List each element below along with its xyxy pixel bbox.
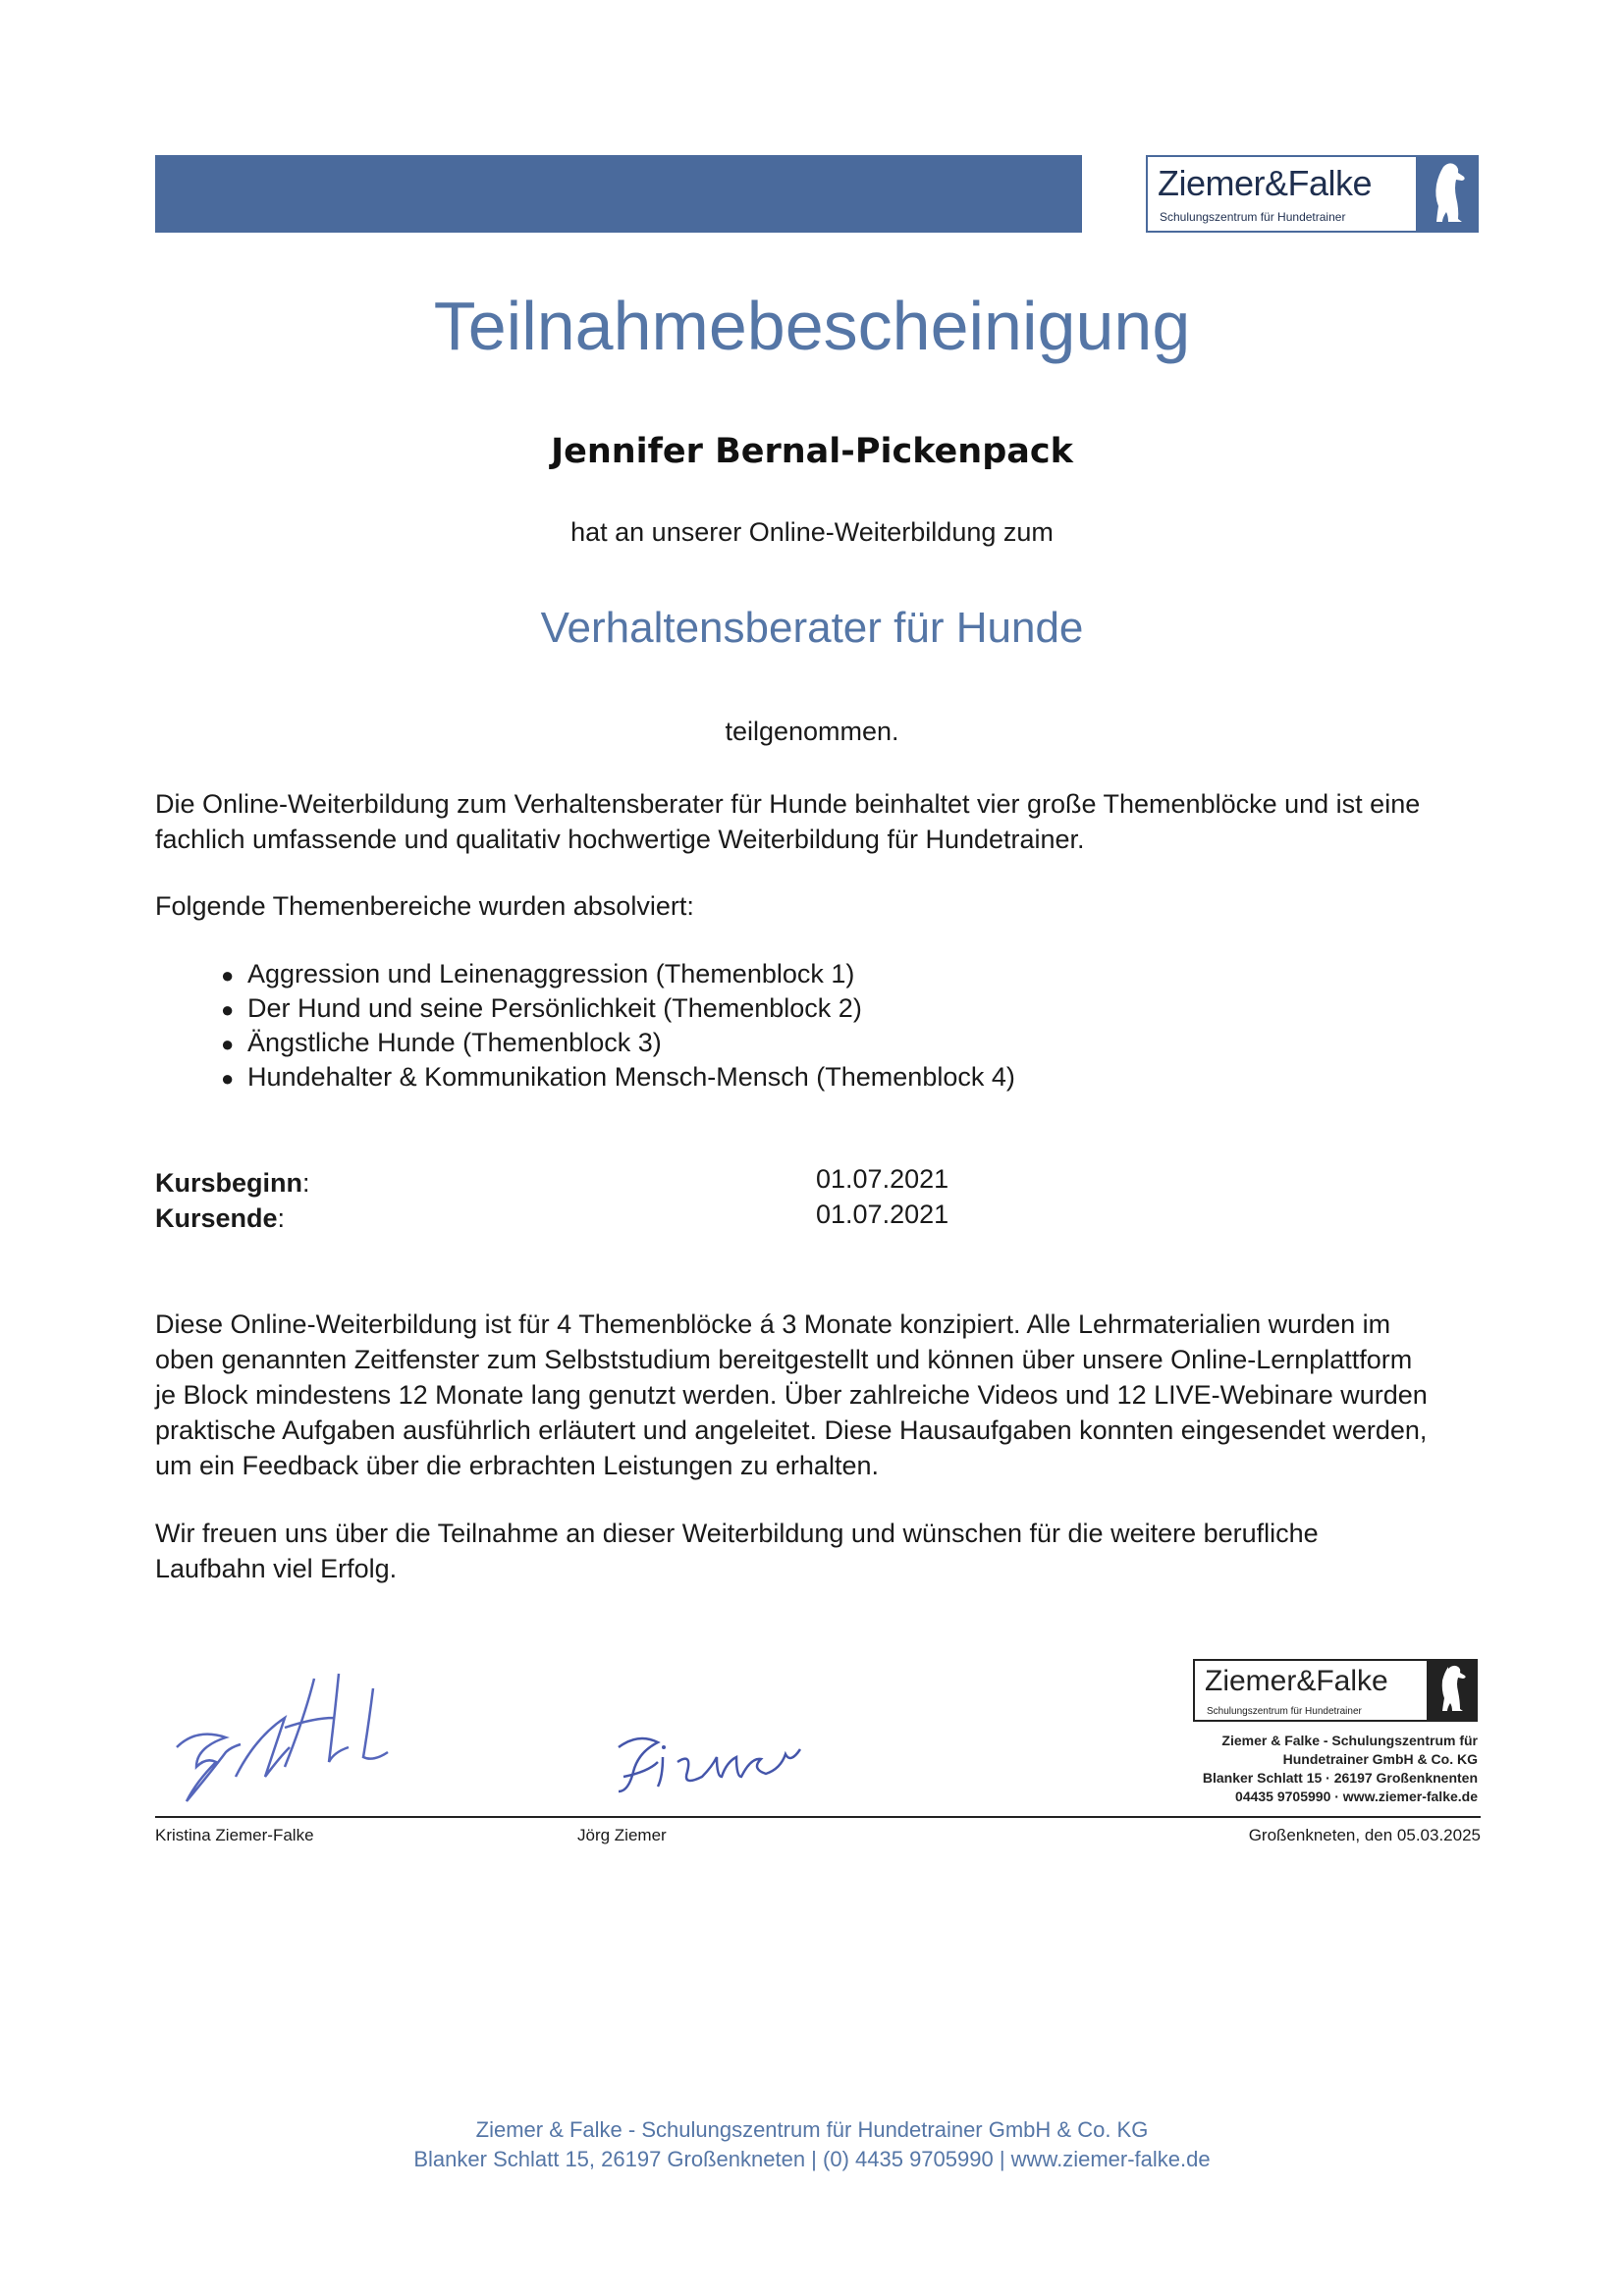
- logo-name: Ziemer&Falke: [1158, 163, 1373, 203]
- stamp-subtitle: Schulungszentrum für Hundetrainer: [1207, 1706, 1362, 1717]
- course-start-value: 01.07.2021: [816, 1164, 949, 1194]
- bullet-icon: ●: [221, 997, 235, 1022]
- paragraph-line: fachlich umfassende und qualitativ hochwertige Weiterbildung für Hundetrainer.: [155, 825, 1085, 854]
- signature-kristina: [167, 1659, 442, 1806]
- course-end-label: Kursende: [155, 1203, 278, 1233]
- participant-name: Jennifer Bernal-Pickenpack: [551, 432, 1073, 471]
- logo-subtitle: Schulungszentrum für Hundetrainer: [1160, 210, 1346, 224]
- bullet-icon: ●: [221, 1032, 235, 1056]
- footer-company: Ziemer & Falke - Schulungszentrum für Hundetrainer GmbH & Co. KG: [475, 2117, 1149, 2142]
- signature-joerg: [609, 1708, 815, 1806]
- stamp-address: Ziemer & Falke - Schulungszentrum für Hundetrainer GmbH & Co. KG Blanker Schlatt 15 · 26197 Großenknenten 04435 9705990 · www.ziemer-falke.de: [1202, 1733, 1478, 1804]
- intro-text: hat an unserer Online-Weiterbildung zum: [570, 517, 1054, 547]
- paragraph-line: Diese Online-Weiterbildung ist für 4 Themenblöcke á 3 Monate konzipiert. Alle Lehrmaterialien wurden im: [155, 1309, 1391, 1339]
- course-start-label: Kursbeginn: [155, 1168, 303, 1198]
- course-start-row: Kursbeginn: 01.07.2021: [155, 1165, 1039, 1201]
- details-paragraph: [155, 1307, 1481, 1483]
- signature-line: [155, 1816, 1481, 1818]
- signer1-name: Kristina Ziemer-Falke: [155, 1826, 314, 1844]
- stamp-name: Ziemer&Falke: [1205, 1665, 1388, 1697]
- topics-list: [216, 957, 1394, 1095]
- footer-address: Blanker Schlatt 15, 26197 Großenkneten | (0) 4435 9705990 | www.ziemer-falke.de: [413, 2147, 1211, 2171]
- paragraph-line: oben genannten Zeitfenster zum Selbststudium bereitgestellt und können über unsere Online-Lernplattform: [155, 1345, 1413, 1374]
- header-bar: [155, 155, 1082, 233]
- company-stamp: [1193, 1659, 1480, 1806]
- stamp-logo: [1193, 1659, 1478, 1722]
- list-item: [216, 991, 1394, 1026]
- place-date: Großenkneten, den 05.03.2025: [1248, 1826, 1481, 1844]
- topics-intro: Folgende Themenbereiche wurden absolviert:: [155, 891, 694, 921]
- course-end-value: 01.07.2021: [816, 1200, 949, 1229]
- list-item: [216, 1060, 1394, 1095]
- description-paragraph: [155, 786, 1481, 857]
- course-end-row: Kursende: 01.07.2021: [155, 1201, 1039, 1236]
- list-item: [216, 1026, 1394, 1060]
- bullet-icon: ●: [221, 1066, 235, 1091]
- bullet-icon: ●: [221, 963, 235, 988]
- paragraph-line: Die Online-Weiterbildung zum Verhaltensberater für Hunde beinhaltet vier große Themenblöcke und ist eine: [155, 789, 1421, 819]
- topic-text: Hundehalter & Kommunikation Mensch-Mensch (Themenblock 4): [247, 1062, 1015, 1092]
- company-logo: [1146, 155, 1479, 233]
- paragraph-line: um ein Feedback über die erbrachten Leistungen zu erhalten.: [155, 1451, 879, 1480]
- topic-text: Aggression und Leinenaggression (Themenblock 1): [247, 959, 855, 988]
- certificate-title: Teilnahmebescheinigung: [433, 288, 1191, 364]
- dog-icon: [1416, 157, 1477, 231]
- topic-text: Ängstliche Hunde (Themenblock 3): [247, 1028, 662, 1057]
- dog-icon: [1427, 1661, 1476, 1720]
- course-name: Verhaltensberater für Hunde: [540, 604, 1084, 652]
- paragraph-line: Laufbahn viel Erfolg.: [155, 1554, 398, 1583]
- participated-text: teilgenommen.: [725, 717, 899, 746]
- closing-paragraph: [155, 1516, 1481, 1586]
- topic-text: Der Hund und seine Persönlichkeit (Themenblock 2): [247, 993, 862, 1023]
- paragraph-line: je Block mindestens 12 Monate lang genutzt werden. Über zahlreiche Videos und 12 LIVE-Webinare wurden: [155, 1380, 1428, 1410]
- list-item: [216, 957, 1394, 991]
- course-dates: [155, 1165, 1039, 1236]
- paragraph-line: praktische Aufgaben ausführlich erläutert und angeleitet. Diese Hausaufgaben konnten eingesendet werden,: [155, 1415, 1428, 1445]
- paragraph-line: Wir freuen uns über die Teilnahme an dieser Weiterbildung und wünschen für die weitere berufliche: [155, 1519, 1319, 1548]
- signer2-name: Jörg Ziemer: [577, 1826, 667, 1844]
